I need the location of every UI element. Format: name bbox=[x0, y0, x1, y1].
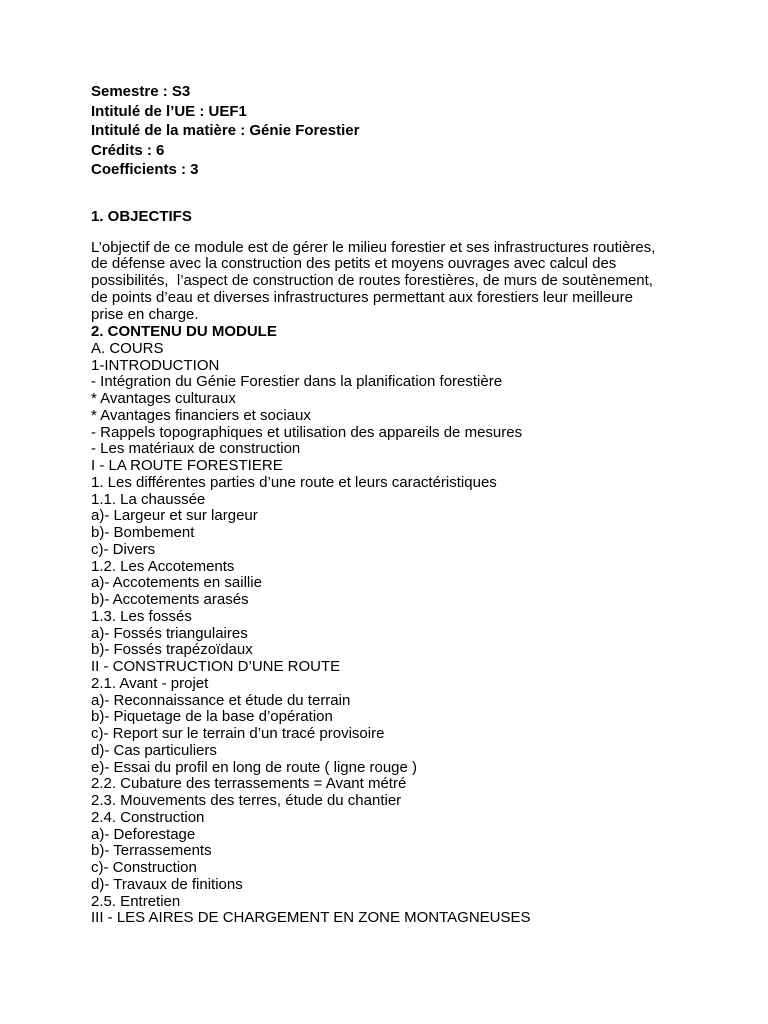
contenu-line: - Les matériaux de construction bbox=[91, 440, 301, 458]
contenu-line: 2.1. Avant - projet bbox=[91, 674, 209, 692]
ue-line: Intitulé de l’UE : UEF1 bbox=[91, 102, 247, 120]
contenu-line: 1-INTRODUCTION bbox=[91, 356, 220, 374]
contenu-line: * Avantages culturaux bbox=[91, 390, 236, 408]
contenu-list bbox=[91, 341, 691, 927]
contenu-line: I - LA ROUTE FORESTIERE bbox=[91, 457, 283, 475]
contenu-line: c)- Construction bbox=[91, 859, 197, 877]
objectifs-line: possibilités, l’aspect de construction de routes forestières, de murs de soutènement, bbox=[91, 272, 653, 290]
contenu-line: b)- Terrassements bbox=[91, 842, 212, 860]
contenu-line: - Intégration du Génie Forestier dans la planification forestière bbox=[91, 373, 503, 391]
contenu-line: a)- Largeur et sur largeur bbox=[91, 507, 258, 525]
contenu-line: b)- Piquetage de la base d’opération bbox=[91, 708, 333, 726]
course-header bbox=[91, 82, 691, 180]
contenu-line: - Rappels topographiques et utilisation des appareils de mesures bbox=[91, 423, 523, 441]
contenu-line: b)- Fossés trapézoïdaux bbox=[91, 641, 253, 659]
contenu-heading: 2. CONTENU DU MODULE bbox=[91, 323, 277, 341]
objectifs-line: de défense avec la construction des petits et moyens ouvrages avec calcul des bbox=[91, 255, 617, 273]
contenu-line: A. COURS bbox=[91, 339, 164, 357]
objectifs-paragraph bbox=[91, 240, 691, 325]
contenu-line: * Avantages financiers et sociaux bbox=[91, 406, 311, 424]
matiere-line: Intitulé de la matière : Génie Forestier bbox=[91, 122, 360, 139]
contenu-line: 1. Les différentes parties d’une route et leurs caractéristiques bbox=[91, 473, 497, 491]
contenu-line: 2.5. Entretien bbox=[91, 892, 181, 910]
document-page bbox=[91, 82, 691, 927]
contenu-line: e)- Essai du profil en long de route ( ligne rouge ) bbox=[91, 758, 418, 776]
contenu-line: 1.3. Les fossés bbox=[91, 607, 192, 625]
contenu-line: II - CONSTRUCTION D’UNE ROUTE bbox=[91, 658, 341, 676]
semestre-line: Semestre : S3 bbox=[91, 83, 191, 100]
contenu-line: 1.2. Les Accotements bbox=[91, 557, 235, 575]
contenu-line: a)- Reconnaissance et étude du terrain bbox=[91, 691, 351, 709]
contenu-line: c)- Divers bbox=[91, 540, 156, 558]
objectifs-line: L’objectif de ce module est de gérer le milieu forestier et ses infrastructures routières, bbox=[91, 238, 656, 256]
contenu-line: a)- Accotements en saillie bbox=[91, 574, 262, 592]
objectifs-heading: 1. OBJECTIFS bbox=[91, 207, 192, 225]
contenu-line: b)- Accotements arasés bbox=[91, 591, 249, 609]
contenu-line: 2.4. Construction bbox=[91, 808, 205, 826]
contenu-line: 1.1. La chaussée bbox=[91, 490, 206, 508]
contenu-line: b)- Bombement bbox=[91, 524, 195, 542]
contenu-line: c)- Report sur le terrain d’un tracé provisoire bbox=[91, 725, 385, 743]
contenu-line: III - LES AIRES DE CHARGEMENT EN ZONE MONTAGNEUSES bbox=[91, 909, 531, 927]
contenu-line: d)- Cas particuliers bbox=[91, 741, 217, 759]
contenu-line: 2.3. Mouvements des terres, étude du chantier bbox=[91, 792, 402, 810]
objectifs-line: de points d’eau et diverses infrastructures permettant aux forestiers leur meilleure bbox=[91, 289, 633, 307]
contenu-line: d)- Travaux de finitions bbox=[91, 875, 243, 893]
contenu-line: a)- Deforestage bbox=[91, 825, 196, 843]
coefficients-line: Coefficients : 3 bbox=[91, 161, 199, 178]
credits-line: Crédits : 6 bbox=[91, 141, 165, 159]
contenu-line: a)- Fossés triangulaires bbox=[91, 624, 248, 642]
objectifs-line: prise en charge. bbox=[91, 306, 199, 324]
contenu-line: 2.2. Cubature des terrassements = Avant métré bbox=[91, 775, 407, 793]
